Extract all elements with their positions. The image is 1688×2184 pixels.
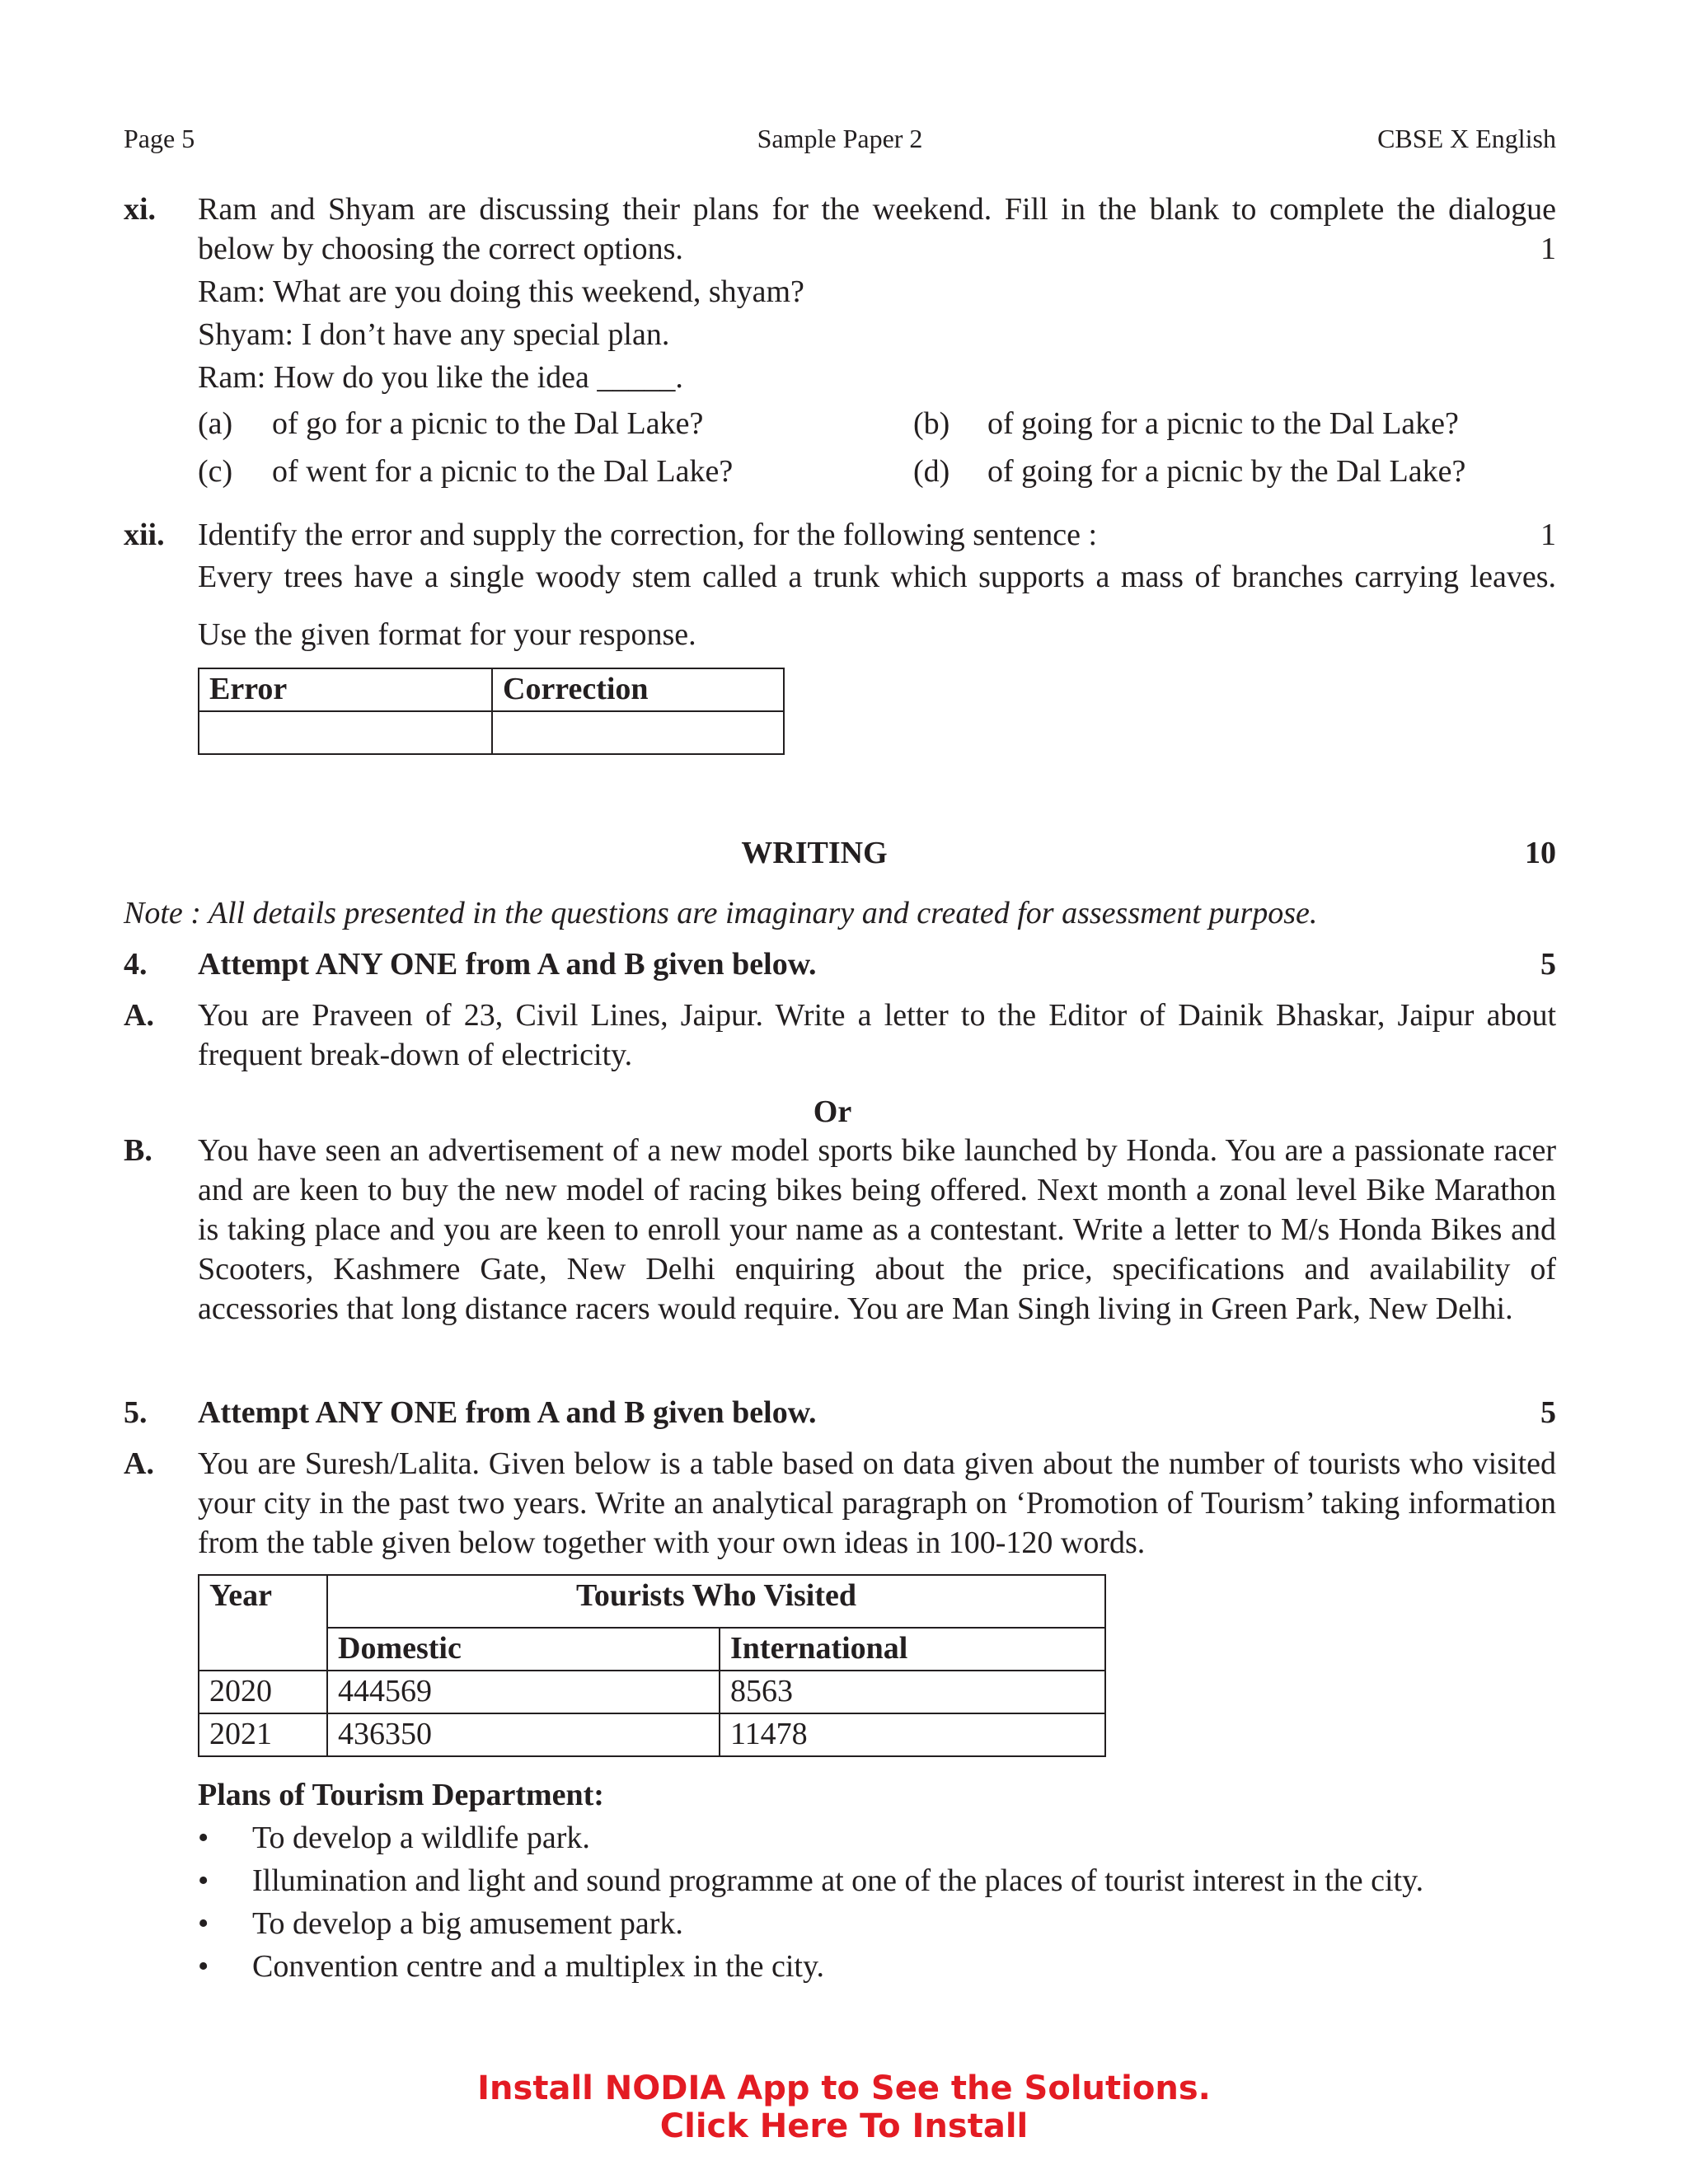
question-4-marks: 5 — [1540, 947, 1556, 982]
plan-text: To develop a big amusement park. — [252, 1906, 683, 1941]
option-c-label: (c) — [198, 454, 233, 489]
plan-text: Convention centre and a multiplex in the city. — [252, 1949, 825, 1984]
option-c-text: of went for a picnic to the Dal Lake? — [272, 454, 734, 489]
question-4b-label: B. — [124, 1133, 152, 1168]
year-header: Year — [199, 1575, 327, 1671]
question-5-title: Attempt ANY ONE from A and B given below. — [198, 1395, 817, 1430]
or-separator: Or — [813, 1094, 852, 1129]
dialogue-line-3: Ram: How do you like the idea _____. — [198, 360, 683, 395]
option-b-label: (b) — [913, 406, 950, 441]
subject-title: CBSE X English — [1377, 124, 1556, 153]
list-item — [198, 1904, 1556, 1947]
year-cell: 2020 — [199, 1671, 327, 1713]
domestic-cell: 444569 — [327, 1671, 720, 1713]
list-item — [198, 1818, 1556, 1861]
error-correction-table — [198, 668, 785, 755]
question-xii-marks: 1 — [1540, 518, 1556, 552]
install-app-link[interactable]: Install NODIA App to See the Solutions. — [477, 2069, 1211, 2107]
bullet-icon: • — [198, 1906, 209, 1941]
install-click-link[interactable]: Click Here To Install — [659, 2107, 1029, 2145]
plan-text: Illumination and light and sound programme at one of the places of tourist interest in the city. — [252, 1863, 1424, 1898]
bullet-icon: • — [198, 1949, 209, 1984]
plans-list — [198, 1818, 1556, 1990]
table-row — [199, 1671, 1105, 1713]
question-xi-text-line1: Ram and Shyam are discussing their plans for the weekend. Fill in the blank to complete the dialogue — [198, 192, 1556, 227]
table-row — [199, 1713, 1105, 1756]
question-xi-marks: 1 — [1540, 232, 1556, 266]
correction-header: Correction — [492, 668, 784, 711]
list-item — [198, 1861, 1556, 1904]
error-cell — [199, 711, 492, 754]
bullet-icon: • — [198, 1821, 209, 1855]
page-number: Page 5 — [124, 124, 195, 153]
page-header — [124, 119, 1556, 158]
dialogue-line-1: Ram: What are you doing this weekend, shyam? — [198, 274, 804, 309]
question-number-5: 5. — [124, 1395, 148, 1430]
format-instruction: Use the given format for your response. — [198, 617, 696, 652]
question-number-4: 4. — [124, 947, 148, 982]
question-5a-label: A. — [124, 1446, 154, 1481]
question-number-xi: xi. — [124, 192, 157, 227]
bullet-icon: • — [198, 1863, 209, 1898]
international-header: International — [720, 1628, 1105, 1671]
correction-cell — [492, 711, 784, 754]
plan-text: To develop a wildlife park. — [252, 1821, 590, 1855]
option-a-label: (a) — [198, 406, 233, 441]
option-d-text: of going for a picnic by the Dal Lake? — [987, 454, 1466, 489]
section-marks: 10 — [1525, 836, 1556, 870]
option-b-text: of going for a picnic to the Dal Lake? — [987, 406, 1459, 441]
dialogue-line-2: Shyam: I don’t have any special plan. — [198, 317, 670, 352]
question-5a-text: You are Suresh/Lalita. Given below is a table based on data given about the number of tourists who visited your city in the past two years. Write an analytical paragraph on ‘Promotion of Tourism’ taking information from the table given below together with your own ideas in 100-120 words. — [198, 1446, 1556, 1560]
domestic-header: Domestic — [327, 1628, 720, 1671]
option-d-label: (d) — [913, 454, 950, 489]
assessment-note: Note : All details presented in the questions are imaginary and created for assessment purpose. — [124, 896, 1318, 930]
plans-title: Plans of Tourism Department: — [198, 1778, 604, 1812]
year-cell: 2021 — [199, 1713, 327, 1756]
section-title-writing: WRITING — [741, 836, 888, 870]
question-4b-text: You have seen an advertisement of a new model sports bike launched by Honda. You are a passionate racer and are keen to buy the new model of racing bikes being offered. Next month a zonal level Bike Marathon is taking place and you are keen to enroll your name as a contestant. Write a letter to M/s Honda Bikes and Scooters, Kashmere Gate, New Delhi enquiring about the price, specifications and availability of accessories that long distance racers would require. You are Man Singh living in Green Park, New Delhi. — [198, 1133, 1556, 1326]
question-xi-text-line2: below by choosing the correct options. — [198, 232, 683, 266]
question-4a-label: A. — [124, 998, 154, 1033]
question-xii-text: Identify the error and supply the correction, for the following sentence : — [198, 518, 1098, 552]
question-4-title: Attempt ANY ONE from A and B given below. — [198, 947, 817, 982]
paper-title: Sample Paper 2 — [757, 124, 923, 153]
question-5-marks: 5 — [1540, 1395, 1556, 1430]
question-4a-text: You are Praveen of 23, Civil Lines, Jaipur. Write a letter to the Editor of Dainik Bhaskar, Jaipur about frequent break-down of electricity. — [198, 998, 1556, 1072]
error-header: Error — [199, 668, 492, 711]
international-cell: 11478 — [720, 1713, 1105, 1756]
international-cell: 8563 — [720, 1671, 1105, 1713]
domestic-cell: 436350 — [327, 1713, 720, 1756]
list-item — [198, 1947, 1556, 1990]
tourists-header: Tourists Who Visited — [327, 1575, 1105, 1628]
question-xii-sentence: Every trees have a single woody stem called a trunk which supports a mass of branches carrying leaves. — [198, 560, 1556, 594]
question-number-xii: xii. — [124, 518, 165, 552]
tourist-data-table — [198, 1574, 1106, 1757]
option-a-text: of go for a picnic to the Dal Lake? — [272, 406, 704, 441]
